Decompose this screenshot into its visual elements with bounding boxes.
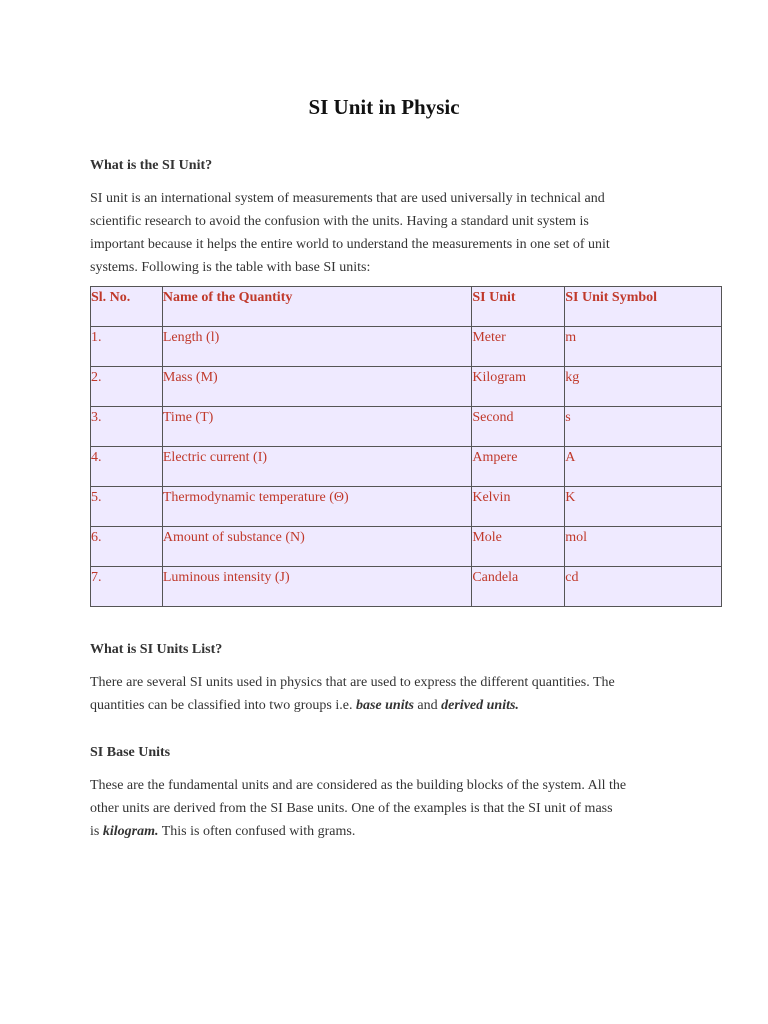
cell-quantity-name: Mass (M) bbox=[162, 367, 471, 407]
si-base-units-paragraph bbox=[90, 774, 690, 843]
table-row bbox=[91, 327, 722, 367]
cell-si-unit: Second bbox=[472, 407, 565, 447]
table-row bbox=[91, 447, 722, 487]
header-sl-no: Sl. No. bbox=[91, 287, 163, 327]
cell-si-unit: Kelvin bbox=[472, 487, 565, 527]
emphasis-base-units: base units bbox=[355, 698, 414, 713]
header-si-unit: SI Unit bbox=[472, 287, 565, 327]
si-base-units-table bbox=[90, 286, 722, 607]
table-header-row bbox=[91, 287, 722, 327]
cell-si-unit-symbol: mol bbox=[565, 527, 722, 567]
table-row bbox=[91, 487, 722, 527]
cell-sl-no: 6. bbox=[91, 527, 163, 567]
si-units-list-paragraph bbox=[90, 671, 690, 717]
paragraph-line: There are several SI units used in physics that are used to express the different quantities. The bbox=[90, 675, 615, 690]
cell-quantity-name: Electric current (I) bbox=[162, 447, 471, 487]
cell-si-unit-symbol: kg bbox=[565, 367, 722, 407]
cell-quantity-name: Amount of substance (N) bbox=[162, 527, 471, 567]
cell-quantity-name: Luminous intensity (J) bbox=[162, 567, 471, 607]
cell-si-unit: Mole bbox=[472, 527, 565, 567]
paragraph-line: systems. Following is the table with base SI units: bbox=[90, 260, 371, 275]
cell-sl-no: 1. bbox=[91, 327, 163, 367]
intro-paragraph bbox=[90, 187, 690, 279]
section-heading-si-units-list: What is SI Units List? bbox=[90, 642, 223, 657]
table-row bbox=[91, 567, 722, 607]
cell-si-unit-symbol: s bbox=[565, 407, 722, 447]
cell-sl-no: 2. bbox=[91, 367, 163, 407]
paragraph-line: other units are derived from the SI Base units. One of the examples is that the SI unit of mass bbox=[90, 801, 613, 816]
section-heading-si-base-units: SI Base Units bbox=[90, 745, 171, 760]
emphasis-derived-units: derived units. bbox=[441, 698, 519, 713]
paragraph-line: SI unit is an international system of measurements that are used universally in technical and bbox=[90, 191, 605, 206]
header-quantity-name: Name of the Quantity bbox=[162, 287, 471, 327]
cell-si-unit-symbol: K bbox=[565, 487, 722, 527]
table-row bbox=[91, 367, 722, 407]
emphasis-kilogram: kilogram. bbox=[102, 824, 159, 839]
cell-sl-no: 5. bbox=[91, 487, 163, 527]
header-si-unit-symbol: SI Unit Symbol bbox=[565, 287, 722, 327]
cell-si-unit: Kilogram bbox=[472, 367, 565, 407]
cell-si-unit-symbol: cd bbox=[565, 567, 722, 607]
cell-quantity-name: Thermodynamic temperature (Θ) bbox=[162, 487, 471, 527]
table-row bbox=[91, 407, 722, 447]
cell-si-unit: Ampere bbox=[472, 447, 565, 487]
cell-sl-no: 3. bbox=[91, 407, 163, 447]
cell-si-unit-symbol: m bbox=[565, 327, 722, 367]
cell-sl-no: 7. bbox=[91, 567, 163, 607]
paragraph-line: quantities can be classified into two groups i.e. base units and derived units. bbox=[90, 698, 519, 713]
cell-si-unit: Candela bbox=[472, 567, 565, 607]
paragraph-line: These are the fundamental units and are considered as the building blocks of the system. All the bbox=[90, 778, 627, 793]
paragraph-line: important because it helps the entire world to understand the measurements in one set of unit bbox=[90, 237, 610, 252]
cell-sl-no: 4. bbox=[91, 447, 163, 487]
section-heading-what-is-si-unit: What is the SI Unit? bbox=[90, 158, 213, 173]
cell-quantity-name: Time (T) bbox=[162, 407, 471, 447]
paragraph-line: is kilogram. This is often confused with grams. bbox=[90, 824, 356, 839]
cell-si-unit: Meter bbox=[472, 327, 565, 367]
cell-si-unit-symbol: A bbox=[565, 447, 722, 487]
page-title: SI Unit in Physic bbox=[308, 95, 460, 119]
cell-quantity-name: Length (l) bbox=[162, 327, 471, 367]
table-row bbox=[91, 527, 722, 567]
paragraph-line: scientific research to avoid the confusion with the units. Having a standard unit system is bbox=[90, 214, 589, 229]
